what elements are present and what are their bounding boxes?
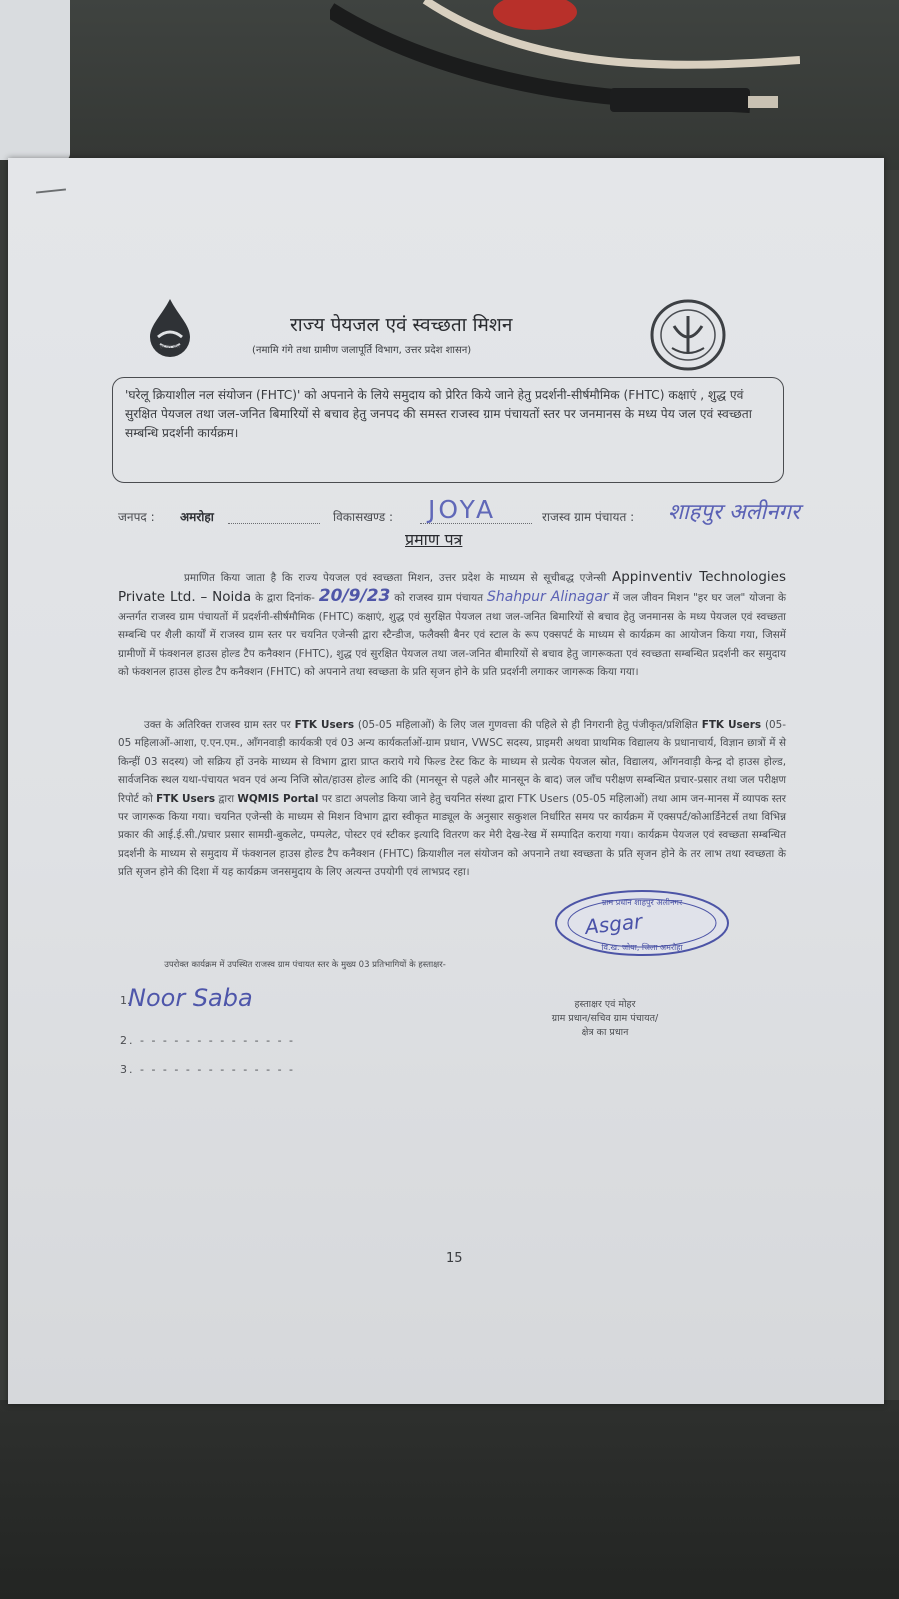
district-dotline <box>228 523 320 524</box>
right-sign-line-3: क्षेत्र का प्रधान <box>581 1027 629 1038</box>
p1-text-c: को राजस्व ग्राम पंचायत <box>394 592 484 605</box>
block-value: JOYA <box>428 495 497 524</box>
signature-1-number: 1. <box>120 994 131 1007</box>
block-label: विकासखण्ड : <box>333 510 394 524</box>
certificate-title: प्रमाण पत्र <box>405 530 463 549</box>
p2-text-b: (05-05 महिलाओं) के लिए जल गुणवत्ता की पहिले से ही निगरानी हेतु पंजीकृत/प्रशिक्षित <box>357 719 698 731</box>
paragraph-2 <box>118 716 786 882</box>
right-sign-line-1: हस्ताक्षर एवं मोहर <box>574 999 636 1010</box>
signature-3-number: 3. <box>120 1063 135 1076</box>
p2-wqmis: WQMIS Portal <box>237 792 319 805</box>
p2-text-c: (05-05 महिलाओं-आशा, ए.एन.एम., आँगनवाड़ी कार्यकत्री एवं 03 अन्य कार्यकर्ताओं-ग्राम प्रधान, VWSC सदस्य, प्राइमरी अथवा प्राथमिक विद्यालय के प्रधानाचार्य, विज्ञान छात्रों में से किन्हीं 03 सदस्य) जो सक्रिय हों उनके माध्यम से विभाग द्वारा प्राप्त कराये गये फिल्ड टेस्ट किट के माध्यम से प्रत्येक पेयजल स्रोत, विद्यालय, आँगनवाड़ी केन्द्र दो हाउस होल्ड, सार्वजनिक स्थल यथा-पंचायत भवन एवं अन्य निजि स्रोत/हाउस होल्ड आदि की (मानसून से पहले और मानसून के बाद) जल जाँच परीक्षण सम्बन्धित प्रचार-प्रसार तथा जल परीक्षण रिपोर्ट को <box>118 719 786 805</box>
p1-text-a: प्रमाणित किया जाता है कि राज्य पेयजल एवं स्वच्छता मिशन, उत्तर प्रदेश के माध्यम से सूचीबद्ध एजेन्सी <box>184 572 607 584</box>
p2-text-d: द्वारा <box>218 792 235 805</box>
district-value: अमरोहा <box>180 510 214 524</box>
signature-2-number: 2. <box>120 1034 135 1047</box>
p1-text-d: में जल जीवन मिशन "हर घर जल" योजना के अन्तर्गत राजस्व ग्राम पंचायतों में प्रदर्शनी-सीर्षमौमिक (FHTC) कक्षाएं, शुद्ध एवं सुरक्षित पेयजल तथा जल-जनित बिमारियों से बचाव हेतु जनमानस के मध्य पेयजल एवं स्वच्छता सम्बन्धि पर शैली कार्यों में राजस्व ग्राम स्तर पर चयनित एजेन्सी द्वारा स्टैन्डीज, फलैक्सी बैनर एवं स्टाल के रूप एक्सपर्ट के माध्यम से कार्यक्रम का आयोजन किया गया, जिसमें ग्रामीणों में फंक्शनल हाउस होल्ड टैप कनैक्शन (FHTC), शुद्ध एवं सुरक्षित पेयजल तथा जल-जनित बीमारियों से बचाव हेतु जागरूकता एवं स्वच्छता सम्बन्धित प्रदर्शनी कर समुदाय को फंक्शनल हाउस होल्ड टैप कनैक्शन (FHTC) को अपनाने तथा स्वच्छता के प्रति सृजन होने के प्रति प्रदर्शनी लगाकर जागरूक किया गया। <box>118 592 786 679</box>
signature-3-line: 3. - - - - - - - - - - - - - - <box>120 1063 296 1076</box>
p2-ftk3: FTK Users <box>156 792 216 805</box>
logo-caption: हर घर जल <box>160 344 180 350</box>
up-government-emblem-icon <box>648 298 728 372</box>
p2-text-a: उक्त के अतिरिक्त राजस्व ग्राम स्तर पर <box>144 719 291 731</box>
page-subtitle: (नमामि गंगे तथा ग्रामीण जलापूर्ति विभाग, उत्तर प्रदेश शासन) <box>252 345 472 356</box>
p2-text-e: पर डाटा अपलोड किया जाने हेतु चयनित संस्था द्वारा FTK Users (05-05 महिलाओं) तथा आम जन-मानस में व्यापक स्तर पर जागरूक किया गया। चयनित एजेन्सी के माध्यम से मिशन विभाग द्वारा स्वीकृत माड्यूल के अनुसार सकुशल निर्धारित समय पर कार्यक्रम में एक्सपर्ट/कोआर्डिनेटर्स तथा विभिन्न प्रकार की आई.ई.सी./प्रचार प्रसार सामग्री-बुकलेट, पम्पलेट, पोस्टर एवं स्टीकर इत्यादि वितरण कर मेरी देख-रेख में सम्पादित कराया गया। कार्यक्रम पेयजल एवं स्वच्छता सम्बन्धित प्रदर्शनी के माध्यम से समुदाय में फंक्शनल हाउस होल्ड टैप कनैक्शन (FHTC) क्रियाशील नल संयोजन को अपनाने तथा स्वच्छता के प्रति सृजन होने के तर लाभ तथा स्वच्छता के प्रति सृजन होने की दिशा में यह कार्यक्रम जनसमुदाय के लिए अत्यन्त उपयोगी एवं लाभप्रद रहा। <box>118 792 787 879</box>
signature-1: Noor Saba <box>128 984 253 1012</box>
stamp-top-text: ग्राम प्रधान शाहपुर अलीनगर <box>601 898 683 907</box>
intro-box: 'घरेलू क्रियाशील नल संयोजन (FHTC)' को अपनाने के लिये समुदाय को प्रेरित किये जाने हेतु प्रदर्शनी-सीर्षमौमिक (FHTC) कक्षाएं , शुद्ध एवं सुरक्षित पेयजल तथा जल-जनित बिमारियों से बचाव हेतु जनपद की समस्त राजस्व ग्राम पंचायतों स्तर पर जनमानस के मध्य पेय जल एवं स्वच्छता सम्बन्धि प्रदर्शनी कार्यक्रम। <box>112 377 784 483</box>
pradhan-sign-block <box>520 998 690 1040</box>
stamp-bottom-text: वि.ख. जोया, जिला अमरोहा <box>601 943 683 952</box>
village-name: Shahpur Alinagar <box>486 589 609 606</box>
charging-cable-icon <box>330 0 800 120</box>
page-number: 15 <box>446 1251 463 1266</box>
pradhan-signature: Asgar <box>583 909 644 939</box>
program-date: 20/9/23 <box>318 586 391 607</box>
panchayat-label: राजस्व ग्राम पंचायत : <box>542 510 635 524</box>
right-sign-line-2: ग्राम प्रधान/सचिव ग्राम पंचायत/ <box>551 1013 659 1024</box>
panchayat-value: शाहपुर अलीनगर <box>668 500 800 525</box>
signature-2-line: 2. - - - - - - - - - - - - - - <box>120 1034 296 1047</box>
background-bottom <box>0 1400 899 1599</box>
p1-text-b: के द्वारा दिनांक- <box>255 592 315 605</box>
block-dotline <box>420 523 532 524</box>
page-title: राज्य पेयजल एवं स्वच्छता मिशन <box>290 314 513 336</box>
p2-ftk2: FTK Users <box>701 719 762 731</box>
background-paper-corner <box>0 0 70 160</box>
p2-ftk: FTK Users <box>294 719 355 731</box>
paragraph-1 <box>118 568 786 681</box>
district-label: जनपद : <box>118 510 155 524</box>
participants-note: उपरोक्त कार्यक्रम में उपस्थित राजस्व ग्राम पंचायत स्तर के मुख्य 03 प्रतिभागियों के हस्ताक्षर- <box>164 960 446 970</box>
agency-name: Appinventiv Technologies Private Ltd. – Noida <box>118 569 786 606</box>
